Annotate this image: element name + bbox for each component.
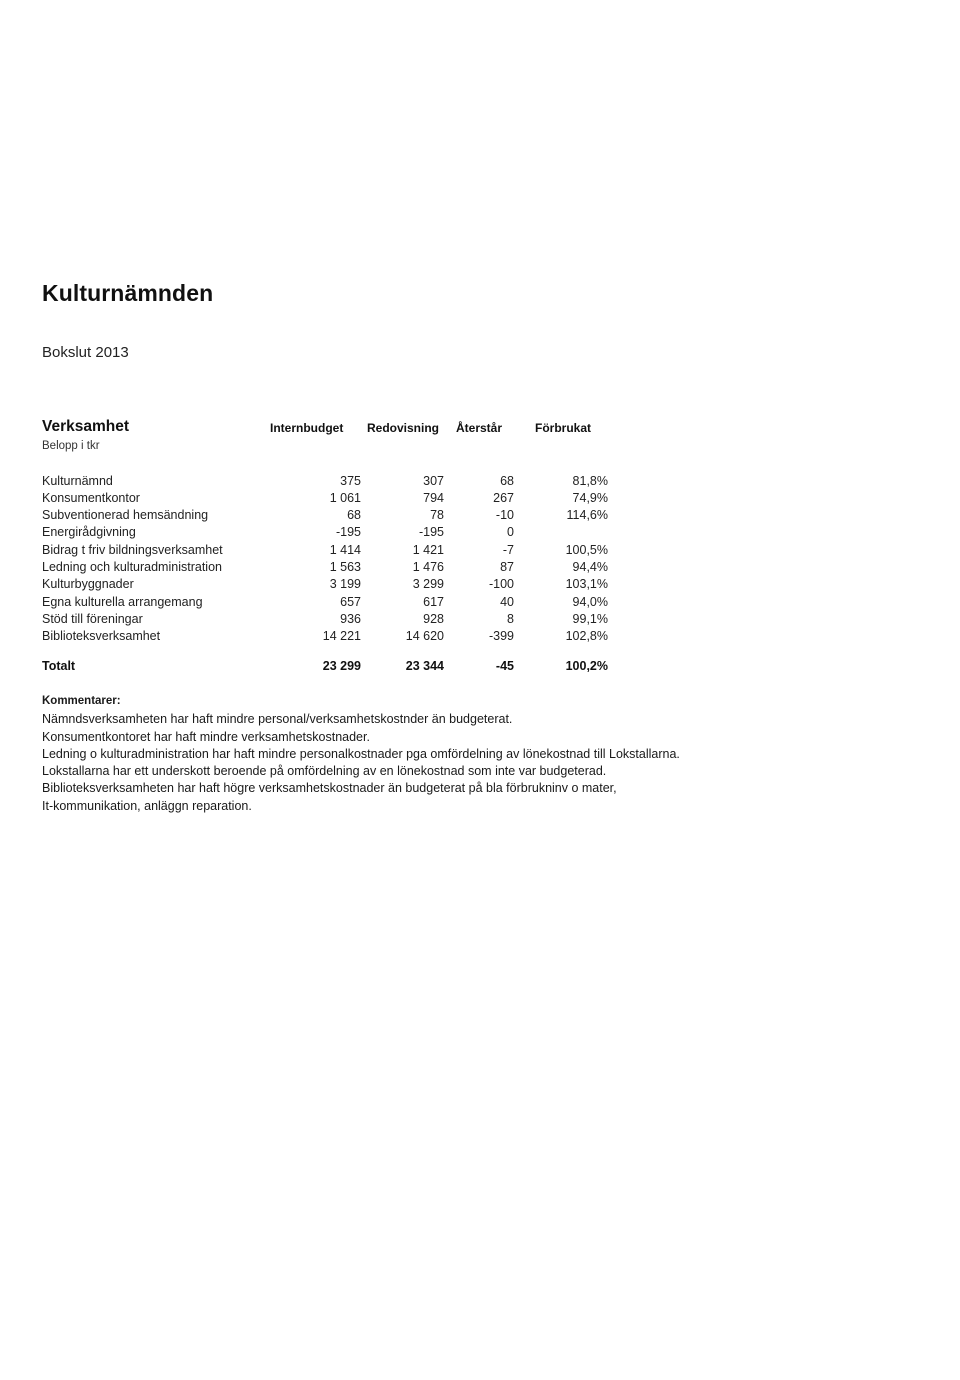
table-row xyxy=(0,595,960,612)
cell-redovisning: 928 xyxy=(423,612,444,626)
cell-redovisning: 307 xyxy=(423,474,444,488)
column-header-redovisning: Redovisning xyxy=(367,421,440,435)
cell-aterstar: -100 xyxy=(488,577,514,591)
table-section-subtitle: Belopp i tkr xyxy=(42,440,100,452)
table-row xyxy=(0,474,960,491)
table-row xyxy=(0,612,960,629)
cell-aterstar: -399 xyxy=(488,629,514,643)
cell-internbudget: 1 061 xyxy=(329,491,361,505)
table-section-title: Verksamhet xyxy=(42,418,130,435)
cell-internbudget: 3 199 xyxy=(329,577,361,591)
page-title: Kulturnämnden xyxy=(42,280,214,306)
table-row xyxy=(0,543,960,560)
cell-aterstar: -7 xyxy=(502,543,514,557)
total-forbrukat: 100,2% xyxy=(565,659,608,673)
comment-line: Biblioteksverksamheten har haft högre verksamhetskostnader än budgeterat på bla förbrukninv o mater, xyxy=(42,781,617,796)
cell-redovisning: -195 xyxy=(418,525,444,539)
comment-line: It-kommunikation, anläggn reparation. xyxy=(42,798,252,813)
cell-forbrukat: 100,5% xyxy=(565,543,608,557)
cell-forbrukat: 94,4% xyxy=(572,560,608,574)
cell-internbudget: 14 221 xyxy=(322,629,361,643)
cell-aterstar: 40 xyxy=(500,595,514,609)
row-label: Biblioteksverksamhet xyxy=(42,629,161,643)
cell-internbudget: 375 xyxy=(340,474,361,488)
comment-line: Lokstallarna har ett underskott beroende på omfördelning av en lönekostnad som inte var budgeterad. xyxy=(42,764,607,779)
table-row xyxy=(0,560,960,577)
column-header-forbrukat: Förbrukat xyxy=(535,421,592,435)
cell-forbrukat: 81,8% xyxy=(572,474,608,488)
cell-forbrukat: 114,6% xyxy=(566,508,608,522)
table-row xyxy=(0,508,960,525)
row-label: Egna kulturella arrangemang xyxy=(42,595,203,609)
row-label: Subventionerad hemsändning xyxy=(42,508,209,522)
row-label: Energirådgivning xyxy=(42,525,136,539)
cell-internbudget: -195 xyxy=(335,525,361,539)
cell-aterstar: 267 xyxy=(493,491,514,505)
row-label: Stöd till föreningar xyxy=(42,612,143,626)
row-label: Ledning och kulturadministration xyxy=(42,560,222,574)
column-header-internbudget: Internbudget xyxy=(270,421,344,435)
page-subtitle: Bokslut 2013 xyxy=(42,344,129,361)
comment-line: Nämndsverksamheten har haft mindre personal/verksamhetskostnder än budgeterat. xyxy=(42,712,513,727)
cell-forbrukat: 74,9% xyxy=(572,491,608,505)
total-redovisning: 23 344 xyxy=(405,659,444,673)
table-row xyxy=(0,525,960,542)
row-label: Kulturbyggnader xyxy=(42,577,134,591)
cell-aterstar: 87 xyxy=(500,560,514,574)
cell-redovisning: 794 xyxy=(423,491,444,505)
cell-forbrukat: 102,8% xyxy=(565,629,608,643)
row-label: Konsumentkontor xyxy=(42,491,140,505)
row-label: Kulturnämnd xyxy=(42,474,113,488)
cell-internbudget: 1 563 xyxy=(329,560,361,574)
total-aterstar: -45 xyxy=(495,659,514,673)
cell-aterstar: 8 xyxy=(507,612,514,626)
cell-redovisning: 1 421 xyxy=(412,543,444,557)
cell-internbudget: 657 xyxy=(340,595,361,609)
cell-redovisning: 3 299 xyxy=(412,577,444,591)
cell-forbrukat: 103,1% xyxy=(565,577,608,591)
cell-internbudget: 1 414 xyxy=(329,543,361,557)
cell-internbudget: 936 xyxy=(340,612,361,626)
cell-internbudget: 68 xyxy=(347,508,361,522)
table-row xyxy=(0,577,960,594)
total-label: Totalt xyxy=(42,659,76,673)
cell-aterstar: 68 xyxy=(500,474,514,488)
cell-redovisning: 14 620 xyxy=(405,629,444,643)
table-row xyxy=(0,491,960,508)
comments-section xyxy=(42,693,902,815)
total-internbudget: 23 299 xyxy=(322,659,361,673)
cell-redovisning: 1 476 xyxy=(412,560,444,574)
cell-forbrukat: 94,0% xyxy=(572,595,608,609)
comment-line: Ledning o kulturadministration har haft mindre personalkostnader pga omfördelning av lönekostnad till Lokstallarna. xyxy=(42,746,680,761)
table-row xyxy=(0,629,960,646)
cell-aterstar: 0 xyxy=(507,525,514,539)
comments-heading: Kommentarer: xyxy=(42,695,121,707)
column-header-aterstar: Återstår xyxy=(456,421,503,435)
row-label: Bidrag t friv bildningsverksamhet xyxy=(42,543,223,557)
cell-aterstar: -10 xyxy=(495,508,514,522)
cell-redovisning: 617 xyxy=(423,595,444,609)
comment-line: Konsumentkontoret har haft mindre verksamhetskostnader. xyxy=(42,729,370,744)
table-total-row xyxy=(0,659,960,677)
cell-forbrukat: 99,1% xyxy=(572,612,608,626)
cell-redovisning: 78 xyxy=(430,508,444,522)
